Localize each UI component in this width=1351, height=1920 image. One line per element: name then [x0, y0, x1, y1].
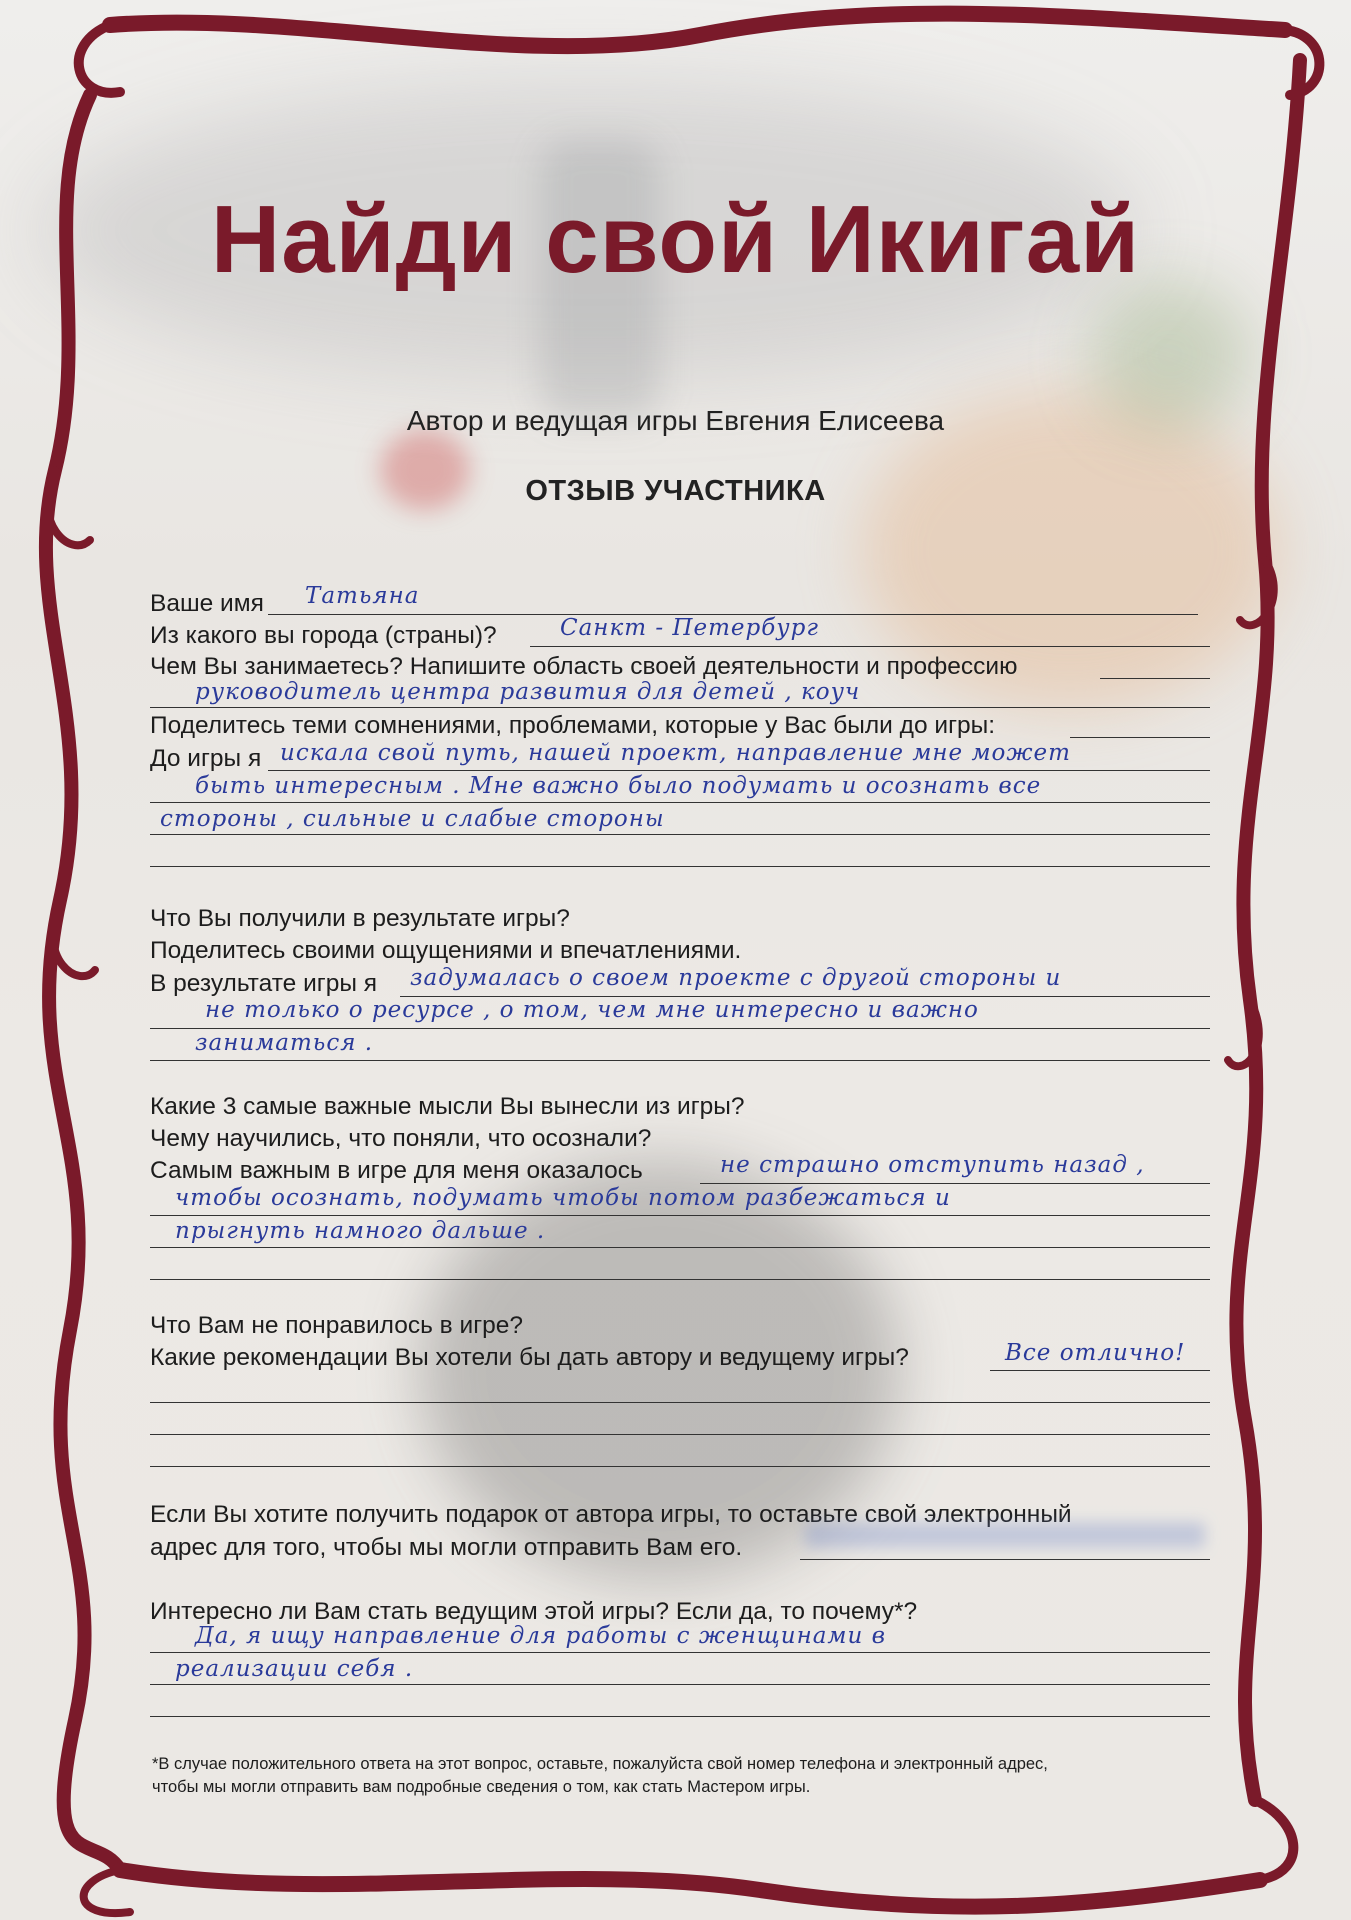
occupation-label: Чем Вы занимаетесь? Напишите область своей деятельности и профессию: [150, 653, 1018, 680]
dislikes-answer[interactable]: Все отлично!: [1005, 1340, 1186, 1366]
thoughts-line-2: [150, 1215, 1210, 1216]
doubts-label: Поделитесь теми сомнениями, проблемами, которые у Вас были до игры:: [150, 712, 996, 739]
doubts-answer-line-1[interactable]: искала свой путь, нашей проект, направление мне может: [280, 740, 1071, 766]
host-line-1: [150, 1652, 1210, 1653]
form-subtitle: ОТЗЫВ УЧАСТНИКА: [525, 475, 826, 507]
occupation-line-1: [1100, 678, 1210, 679]
dislikes-question-1: Что Вам не понравилось в игре?: [150, 1312, 524, 1339]
thoughts-line-1: [700, 1183, 1210, 1184]
result-answer-line-2[interactable]: не только о ресурсе , о том, чем мне интересно и важно: [205, 997, 979, 1023]
name-answer[interactable]: Татьяна: [305, 583, 420, 609]
author-line: Автор и ведущая игры Евгения Елисеева: [406, 405, 945, 436]
host-line-3: [150, 1716, 1210, 1717]
doubts-line-3: [150, 834, 1210, 835]
doubts-line-0: [1070, 737, 1210, 738]
name-label: Ваше имя: [150, 590, 264, 617]
host-answer-line-1[interactable]: Да, я ищу направление для работы с женщинами в: [195, 1623, 887, 1649]
occupation-answer[interactable]: руководитель центра развития для детей , коуч: [195, 679, 861, 705]
doubts-answer-line-2[interactable]: быть интересным . Мне важно было подумать и осознать все: [195, 773, 1042, 799]
thoughts-question-2: Чему научились, что поняли, что осознали?: [150, 1125, 652, 1152]
doubts-line-4: [150, 866, 1210, 867]
dislikes-line-2: [150, 1402, 1210, 1403]
doubts-line-2: [150, 802, 1210, 803]
redacted-email: [805, 1522, 1205, 1548]
city-answer[interactable]: Санкт - Петербург: [560, 615, 819, 641]
doubts-prefix: До игры я: [150, 745, 262, 772]
thoughts-question-1: Какие 3 самые важные мысли Вы вынесли из игры?: [150, 1093, 745, 1120]
result-answer-line-3[interactable]: заниматься .: [195, 1030, 374, 1056]
thoughts-answer-line-2[interactable]: чтобы осознать, подумать чтобы потом разбежаться и: [175, 1185, 951, 1211]
dislikes-question-2: Какие рекомендации Вы хотели бы дать автору и ведущему игры?: [150, 1344, 909, 1371]
footnote-line-2: чтобы мы могли отправить вам подробные сведения о том, как стать Мастером игры.: [152, 1778, 811, 1796]
result-answer-line-1[interactable]: задумалась о своем проекте с другой стороны и: [410, 965, 1062, 991]
doubts-line-1: [268, 770, 1210, 771]
occupation-line-2: [150, 707, 1210, 708]
footnote-line-1: *В случае положительного ответа на этот вопрос, оставьте, пожалуйста свой номер телефона и электронный адрес,: [152, 1755, 1048, 1773]
host-line-2: [150, 1684, 1210, 1685]
dislikes-line-1: [990, 1370, 1210, 1371]
thoughts-line-4: [150, 1279, 1210, 1280]
result-line-3: [150, 1060, 1210, 1061]
host-answer-line-2[interactable]: реализации себя .: [175, 1656, 414, 1682]
city-line: [530, 646, 1210, 647]
result-line-2: [150, 1028, 1210, 1029]
dislikes-line-4: [150, 1466, 1210, 1467]
page-title: Найди свой Икигай: [210, 186, 1141, 293]
city-label: Из какого вы города (страны)?: [150, 622, 497, 649]
thoughts-prefix: Самым важным в игре для меня оказалось: [150, 1157, 643, 1184]
dislikes-line-3: [150, 1434, 1210, 1435]
result-question-2: Поделитесь своими ощущениями и впечатлениями.: [150, 937, 742, 964]
gift-text-line-1: Если Вы хотите получить подарок от автора игры, то оставьте свой электронный: [150, 1501, 1072, 1528]
gift-text-line-2: адрес для того, чтобы мы могли отправить Вам его.: [150, 1534, 743, 1561]
thoughts-line-3: [150, 1247, 1210, 1248]
thoughts-answer-line-3[interactable]: прыгнуть намного дальше .: [175, 1218, 546, 1244]
doubts-answer-line-3[interactable]: стороны , сильные и слабые стороны: [160, 806, 665, 832]
result-prefix: В результате игры я: [150, 970, 378, 997]
host-question: Интересно ли Вам стать ведущим этой игры? Если да, то почему*?: [150, 1598, 918, 1625]
result-question-1: Что Вы получили в результате игры?: [150, 905, 570, 932]
gift-email-line: [800, 1559, 1210, 1560]
thoughts-answer-line-1[interactable]: не страшно отступить назад ,: [720, 1152, 1145, 1178]
